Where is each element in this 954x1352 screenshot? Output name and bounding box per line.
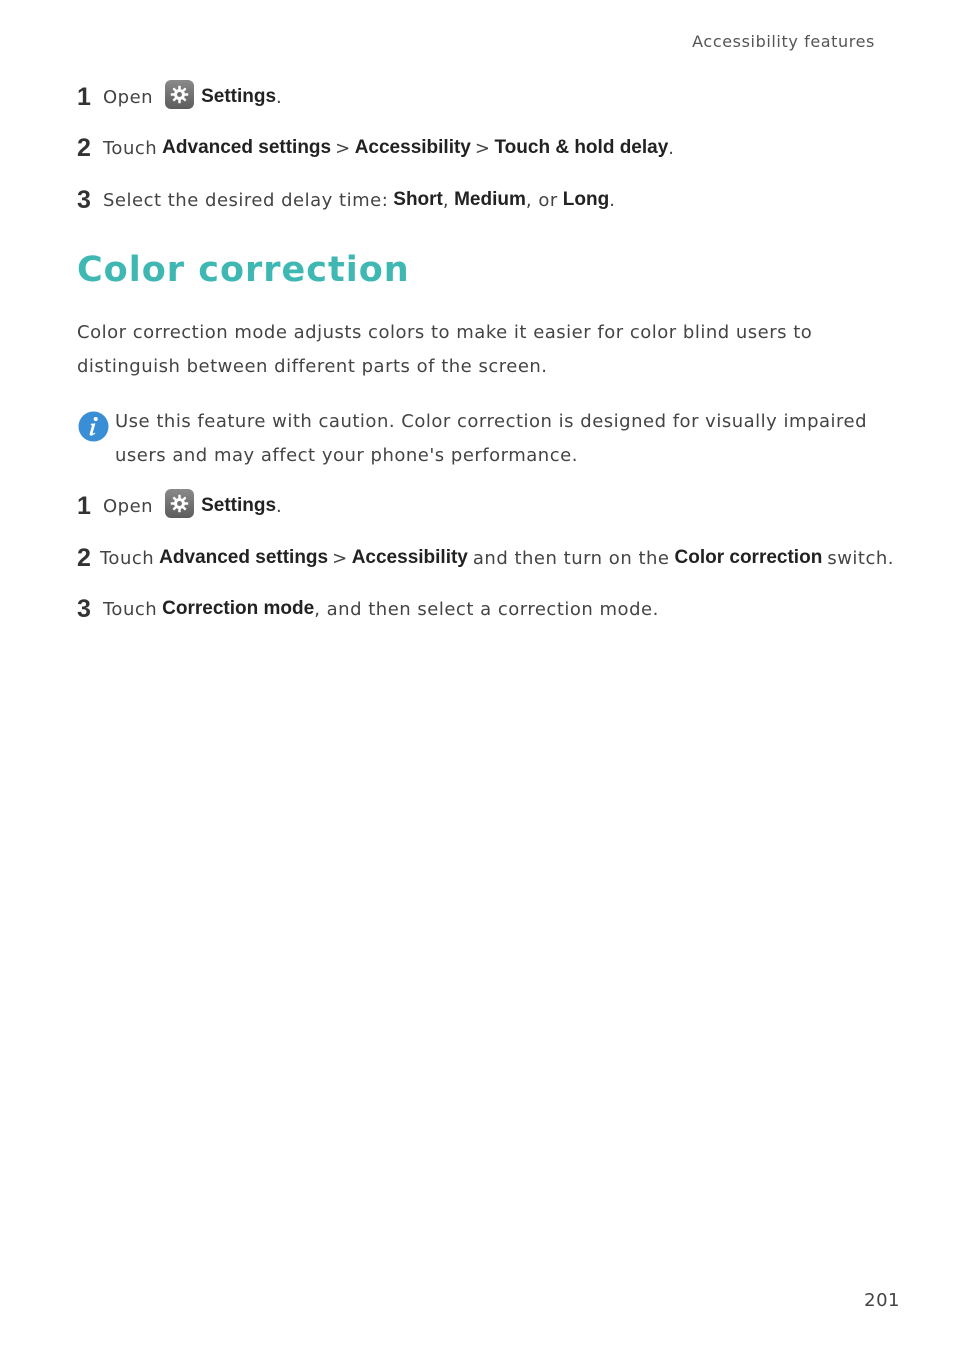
step-a3: [77, 182, 894, 218]
step-a2: [77, 130, 894, 166]
step-text: .: [609, 189, 616, 211]
separator: >: [335, 137, 351, 159]
note-text: Use this feature with caution. Color correction is designed for visually impaired users and may affect your phone's performance.: [115, 411, 868, 466]
step-number: 3: [77, 185, 92, 214]
step-text: .: [276, 495, 283, 517]
step-b3: [77, 591, 894, 627]
step-bold: Accessibility: [351, 547, 468, 568]
step-bold: Medium: [454, 189, 526, 210]
gear-icon: [165, 80, 194, 109]
step-text: .: [668, 137, 675, 159]
running-header: Accessibility features: [692, 32, 875, 51]
info-icon: [78, 411, 109, 442]
step-b2: [77, 540, 894, 576]
step-bold: Advanced settings: [162, 137, 332, 158]
step-text: Touch: [103, 598, 158, 620]
step-text: Open: [103, 495, 154, 517]
step-bold: Settings: [201, 86, 277, 107]
section-title: Color correction: [77, 250, 410, 290]
step-bold: Advanced settings: [159, 547, 329, 568]
gear-icon: [165, 489, 194, 518]
step-bold: Short: [393, 189, 443, 210]
section-intro: Color correction mode adjusts colors to make it easier for color blind users to distinguish between different parts of the screen.: [77, 322, 813, 377]
note-callout: [78, 405, 898, 473]
step-text: , or: [525, 189, 558, 211]
step-a1: [77, 79, 894, 115]
step-text: , and then select a correction mode.: [314, 598, 659, 620]
step-number: 1: [77, 82, 92, 111]
step-text: Open: [103, 86, 154, 108]
step-b1: [77, 488, 894, 524]
step-text: switch.: [827, 547, 894, 569]
step-text: Select the desired delay time:: [103, 189, 389, 211]
step-bold: Touch & hold delay: [494, 137, 669, 158]
step-bold: Correction mode: [162, 598, 315, 619]
step-text: Touch: [103, 137, 158, 159]
step-bold: Color correction: [674, 547, 823, 568]
step-number: 1: [77, 491, 92, 520]
step-number: 2: [77, 543, 92, 572]
step-text: .: [276, 86, 283, 108]
step-bold: Accessibility: [354, 137, 471, 158]
step-number: 3: [77, 594, 92, 623]
page-number: 201: [864, 1290, 900, 1311]
step-text: and then turn on the: [472, 547, 670, 569]
separator: >: [332, 547, 348, 569]
separator: >: [474, 137, 491, 159]
step-number: 2: [77, 133, 92, 162]
step-text: Touch: [100, 547, 155, 569]
step-bold: Settings: [201, 495, 277, 516]
step-bold: Long: [562, 189, 610, 210]
step-text: ,: [442, 189, 450, 211]
